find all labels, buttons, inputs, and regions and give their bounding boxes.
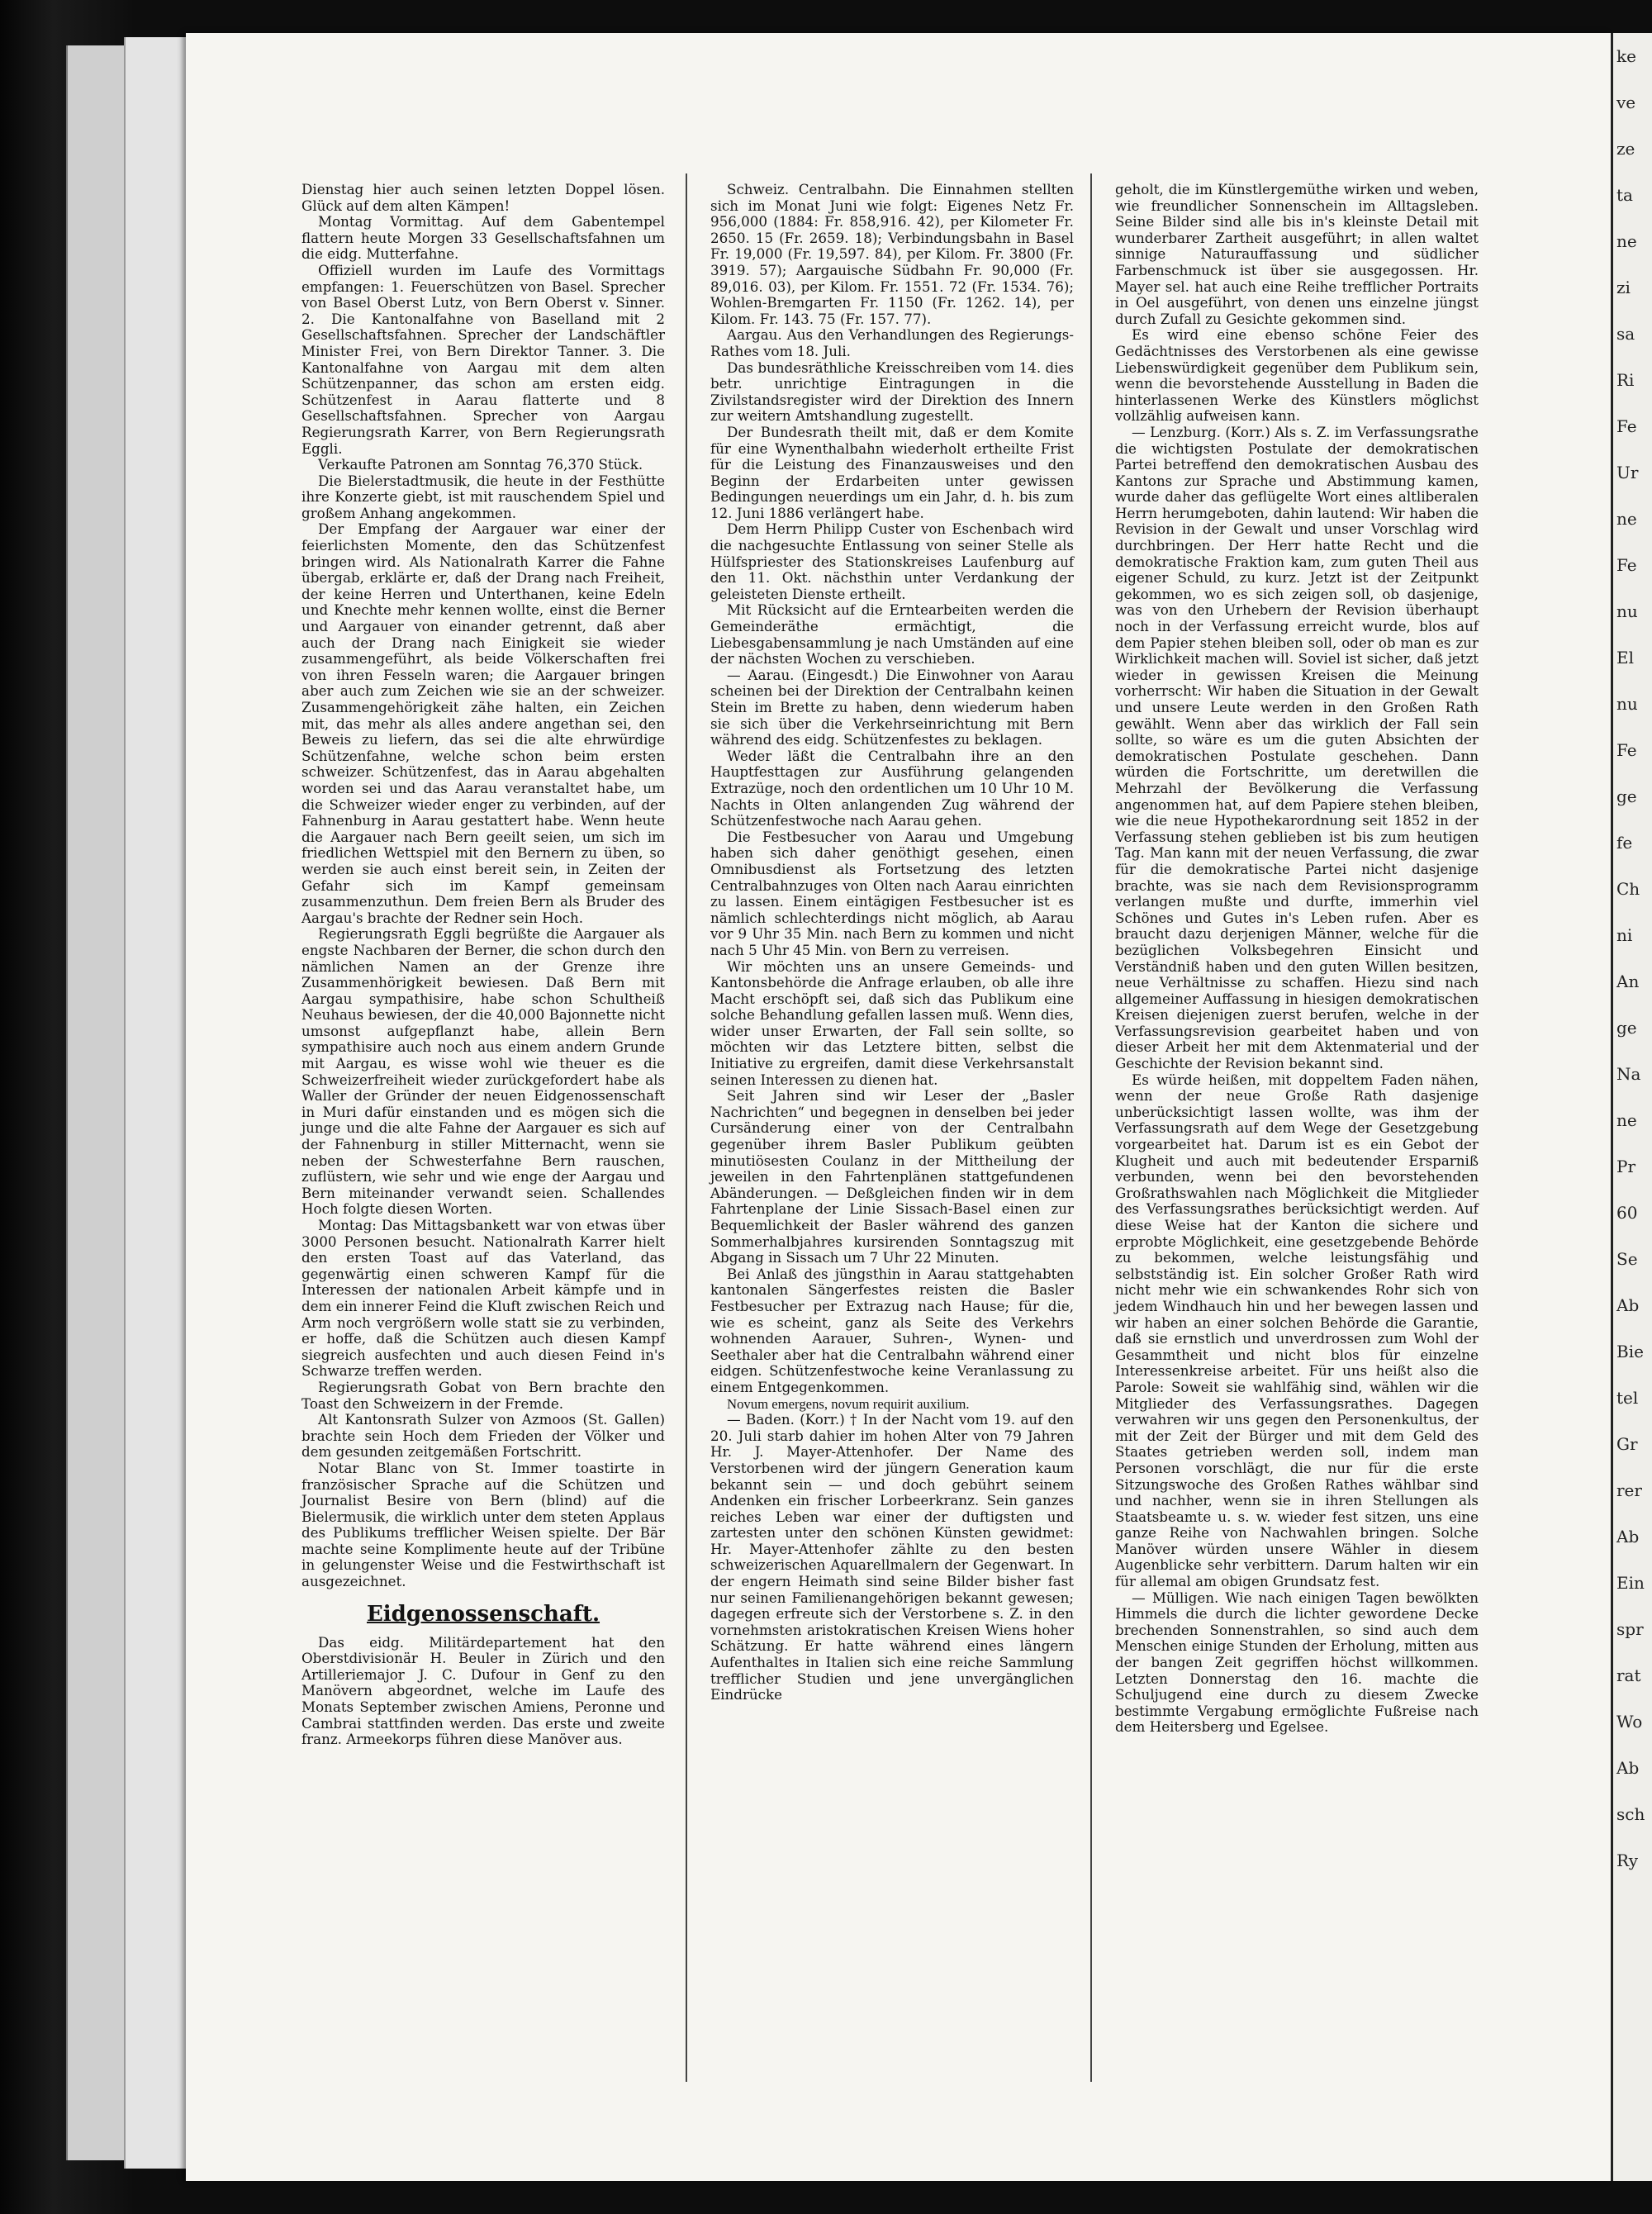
article-paragraph: — Lenzburg. (Korr.) Als s. Z. im Verfassungsrathe die wichtigsten Postulate der demokratischen Partei betreffend den demokratischen Ausbau des Kantons zur Sprache und Abstimmung kamen, wurde daher das geflügelte Wort eines altliberalen Herrn herumgeboten, dahin lautend: Wir haben die Revision in der Gewalt und unser Vorschlag wird durchbringen. Der Herr hatte Recht und die demokratische Fraktion kam, zum guten Theil aus eigener Schuld, zu kurz. Jetzt ist der Zeitpunkt gekommen, wo es sich zeigen soll, ob dasjenige, was von den Urhebern der Revision überhaupt noch in der Verfassung erreicht wurde, blos auf dem Papier stehen bleiben soll, oder ob man es zur Wirklichkeit machen will. Soviel ist sicher, daß jetzt wieder in gewissen Kreisen die Meinung vorherrscht: Wir haben die Situation in der Gewalt und unsere Leute werden in den Großen Rath gewählt. Wenn aber das wirklich der Fall sein sollte, so wäre es um die guten Absichten der demokratischen Postulate geschehen. Dann würden die Fortschritte, um deretwillen die Mehrzahl der Bevölkerung die Verfassung angenommen hat, auf dem Papiere stehen bleiben, wie die neue Hypothekarordnung seit 1852 in der Verfassung stehen geblieben ist bis zum heutigen Tag. Man kann mit der neuen Verfassung, die zwar für die demokratische Partei nicht dasjenige brachte, was sie nach dem Revisionsprogramm verlangen mußte und durfte, immerhin viel Schönes und Gutes in's Leben rufen. Aber es braucht dazu derjenigen Männer, welche für die bezüglichen Volksbegehren Einsicht und Verständniß haben und den guten Willen besitzen, neue Verhältnisse zu schaffen. Hiezu sind nach allgemeiner Auffassung in hiesigen demokratischen Kreisen diejenigen zuerst berufen, welche in der Verfassungsrevision gearbeitet haben und von dieser Arbeit her mit dem Aktenmaterial und der Geschichte der Revision bekannt sind. (1115, 423, 1479, 1072)
article-paragraph: Die Bielerstadtmusik, die heute in der Festhütte ihre Konzerte giebt, ist mit rauschendem Spiel und großem Anhang angekommen. (301, 472, 665, 521)
margin-fragment: Ch (1616, 879, 1640, 899)
column-rule (686, 173, 687, 2082)
column-1 (301, 182, 665, 1748)
margin-fragment: rer (1616, 1480, 1642, 1500)
margin-fragment: sch (1616, 1804, 1645, 1824)
margin-fragment: Ri (1616, 370, 1635, 390)
column-3 (1115, 182, 1479, 1736)
article-paragraph: Der Bundesrath theilt mit, daß er dem Komite für eine Wynenthalbahn wiederholt ertheilte Frist für die Leistung des Finanzausweises und den Beginn der Erdarbeiten unter gewissen Bedingungen neuerdings um ein Jahr, d. h. bis zum 12. Juni 1886 verlängert habe. (710, 423, 1074, 521)
margin-fragment: Wo (1616, 1712, 1643, 1732)
margin-fragment: An (1616, 972, 1640, 991)
margin-fragment: Fe (1616, 740, 1637, 760)
article-paragraph: — Mülligen. Wie nach einigen Tagen bewölkten Himmels die durch die lichter gewordene Decke brechenden Sonnenstrahlen, so sind auch dem Menschen einige Stunden der Erholung, mitten aus der bangen Zeit gegriffen höchst willkommen. Letzten Donnerstag den 16. machte die Schuljugend eine durch zu diesem Zwecke bestimmte Vergabung ermöglichte Fußreise nach dem Heitersberg und Egelsee. (1115, 1589, 1479, 1736)
article-paragraph: Seit Jahren sind wir Leser der „Basler Nachrichten“ und begegnen in denselben bei jeder Cursänderung einer von der Centralbahn gegenüber ihrem Basler Publikum geübten minutiösesten Coulanz in der Mittheilung der jeweilen in den Fahrtenplänen stattgefundenen Abänderungen. — Deßgleichen finden wir in dem Fahrtenplane der Linie Sissach-Basel einen zur Bequemlichkeit der Basler während des ganzen Sommerhalbjahres kursirenden Sonntagszug mit Abgang in Sissach um 7 Uhr 22 Minuten. (710, 1087, 1074, 1266)
margin-fragment: Ab (1616, 1527, 1640, 1546)
article-paragraph: Das bundesräthliche Kreisschreiben vom 14. dies betr. unrichtige Eintragungen in die Zivilstandsregister wird der Direktion des Innern zur weitern Amtshandlung zugestellt. (710, 359, 1074, 425)
article-paragraph: Regierungsrath Eggli begrüßte die Aargauer als engste Nachbaren der Berner, die schon durch den nämlichen Namen an der Grenze ihre Zusammenhörigkeit bewiesen. Daß Bern mit Aargau sympathisire, habe schon Schultheiß Neuhaus bewiesen, der die 40,000 Bajonnette nicht umsonst aufgepflanzt habe, allein Bern sympathisire auch noch aus einem andern Grunde mit Aargau, es wisse wohl wie theuer es die Schweizerfreiheit wieder zurückgefordert habe als Waller der Gründer der neuen Eidgenossenschaft in Muri dafür einstanden und es mögen sich die junge und die alte Fahne der Aargauer es sich auf der Fahnenburg in stiller Mitternacht, wenn sie neben der Schwesterfahne Bern rauschen, zuflüstern, wie sehr und wie enge der Aargau und Bern miteinander verwandt seien. Schallendes Hoch folgte diesen Worten. (301, 925, 665, 1218)
article-paragraph: Die Festbesucher von Aarau und Umgebung haben sich daher genöthigt gesehen, einen Omnibusdienst als Fortsetzung des letzten Centralbahnzuges von Olten nach Aarau einrichten zu lassen. Einem eintägigen Festbesucher ist es nämlich schlechterdings nicht möglich, ab Aarau vor 9 Uhr 35 Min. nach Bern zu kommen und nicht nach 5 Uhr 45 Min. von Bern zu verreisen. (710, 828, 1074, 958)
margin-fragment: Gr (1616, 1434, 1638, 1454)
margin-fragment: ne (1616, 509, 1637, 529)
margin-fragment: tel (1616, 1388, 1639, 1408)
article-paragraph: geholt, die im Künstlergemüthe wirken und weben, wie freundlicher Sonnenschein im Alltagsleben. Seine Bilder sind alle bis in's kleinste Detail mit wunderbarer Zartheit ausgeführt; in allen waltet sinnige Naturauffassung und südlicher Farbenschmuck ist über sie ausgegossen. Hr. Mayer sel. hat auch eine Reihe trefflicher Portraits in Oel ausgeführt, von denen uns einzelne jüngst durch Zufall zu Gesichte gekommen sind. (1115, 181, 1479, 327)
article-paragraph: Notar Blanc von St. Immer toastirte in französischer Sprache auf die Schützen und Journalist Besire von Bern (blind) auf die Bielermusik, die wirklich unter dem steten Applaus des Publikums trefflicher Weisen spielte. Der Bär machte seine Komplimente heute auf der Tribüne in gelungenster Weise und die Festwirthschaft ist ausgezeichnet. (301, 1459, 665, 1590)
article-paragraph: Regierungsrath Gobat von Bern brachte den Toast den Schweizern in der Fremde. (301, 1378, 665, 1412)
newspaper-page (186, 33, 1611, 2181)
article-paragraph: Montag: Das Mittagsbankett war von etwas über 3000 Personen besucht. Nationalrath Karrer hielt den ersten Toast auf das Vaterland, das gegenwärtig einen schweren Kampf für die Interessen der nationalen Arbeit kämpfe und in dem ein innerer Feind die Kluft zwischen Reich und Arm noch vergrößern wolle statt sie zu verbinden, er hoffe, daß die Schützen auch diesen Kampf siegreich ausfechten und auch diesen Feind in's Schwarze treffen werden. (301, 1217, 665, 1380)
margin-fragment: ze (1616, 139, 1635, 159)
article-paragraph: Es würde heißen, mit doppeltem Faden nähen, wenn der neue Große Rath dasjenige unberücksichtigt lassen wollte, was ihm der Verfassungsrath auf dem Wege der Gesetzgebung vorgearbeitet hat. Darum ist es ein Gebot der Klugheit und auch mit bedeutender Ersparniß verbunden, wenn bei den bevorstehenden Großrathswahlen nach Möglichkeit die Mitglieder des Verfassungsrathes berücksichtigt werden. Auf diese Weise hat der Kanton die sichere und erprobte Möglichkeit, eine gesetzgebende Behörde zu bekommen, welche leistungsfähig und selbstständig ist. Ein solcher Großer Rath wird nicht mehr wie ein schwankendes Rohr sich von jedem Windhauch hin und her bewegen lassen und wir haben an einer solchen Behörde die Garantie, daß sie ernstlich und unverdrossen zum Wohl der Gesammtheit und nicht blos für einzelne Interessenkreise arbeitet. Für uns heißt also die Parole: Soweit sie wahlfähig sind, wählen wir die Mitglieder des Verfassungsrathes. Dagegen verwahren wir uns gegen den Personenkultus, der mit der Zeit der Bürger und mit dem Geld des Staates getrieben werden soll, indem man Personen vorschlägt, die nur für die erste Sitzungswoche des Großen Rathes wählbar sind und nachher, wenn sie in ihren Stellungen als Staatsbeamte u. s. w. wieder fest sitzen, uns eine ganze Reihe von Nachwahlen bringen. Solche Manöver würden unsere Wähler in diesem Augenblicke sehr verbittern. Darum halten wir ein für allemal am obigen Grundsatz fest. (1115, 1071, 1479, 1590)
margin-fragment: ni (1616, 925, 1633, 945)
margin-fragment: Na (1616, 1064, 1641, 1084)
margin-fragment: ge (1616, 1018, 1637, 1038)
margin-fragment: ve (1616, 93, 1636, 112)
article-paragraph: Offiziell wurden im Laufe des Vormittags empfangen: 1. Feuerschützen von Basel. Sprecher von Basel Oberst Lutz, von Bern Oberst v. Sinner. 2. Die Kantonalfahne von Baselland mit 2 Gesellschaftsfahnen. Sprecher der Landschäftler Minister Frei, von Bern Direktor Tanner. 3. Die Kantonalfahne von Aargau mit dem alten Schützenpanner, das schon am ersten eidg. Schützenfest in Aarau flatterte und 8 Gesellschaftsfahnen. Sprecher von Aargau Regierungsrath Karrer, von Bern Regierungsrath Eggli. (301, 261, 665, 457)
margin-fragment: 60 (1616, 1203, 1638, 1223)
margin-fragment: Pr (1616, 1157, 1636, 1176)
article-paragraph: Schweiz. Centralbahn. Die Einnahmen stellten sich im Monat Juni wie folgt: Eigenes Netz Fr. 956,000 (1884: Fr. 858,916. 42), per Kilometer Fr. 2650. 15 (Fr. 2659. 18); Verbindungsbahn in Basel Fr. 19,000 (Fr. 19,597. 84), per Kilom. Fr. 3800 (Fr. 3919. 57); Aargauische Südbahn Fr. 90,000 (Fr. 89,016. 03), per Kilom. Fr. 1551. 72 (Fr. 1534. 76); Wohlen-Bremgarten Fr. 1150 (Fr. 1262. 14), per Kilom. Fr. 143. 75 (Fr. 157. 77). (710, 181, 1074, 327)
article-paragraph: Bei Anlaß des jüngsthin in Aarau stattgehabten kantonalen Sängerfestes reisten die Basler Festbesucher per Extrazug nach Hause; für die, wie es scheint, ganz als Seite des Verkehrs wohnenden Aarauer, Suhren-, Wynen- und Seethaler aber hat die Centralbahn während einer eidgen. Schützenfestwoche keine Veranlassung zu einem Entgegenkommen. (710, 1265, 1074, 1395)
margin-fragment: nu (1616, 694, 1638, 714)
article-paragraph: Es wird eine ebenso schöne Feier des Gedächtnisses des Verstorbenen als eine gewisse Liebenswürdigkeit gegenüber dem Publikum sein, wenn die bevorstehende Ausstellung in Baden die hinterlassenen Werke des Künstlers möglichst vollzählig aufweisen kann. (1115, 326, 1479, 425)
margin-fragment: ta (1616, 185, 1633, 205)
margin-fragment: Ab (1616, 1295, 1640, 1315)
margin-fragment: rat (1616, 1665, 1641, 1685)
margin-fragment: ne (1616, 231, 1637, 251)
article-paragraph: Verkaufte Patronen am Sonntag 76,370 Stück. (318, 456, 643, 473)
margin-fragment: zi (1616, 278, 1631, 297)
margin-fragment: Ein (1616, 1573, 1645, 1593)
article-paragraph: — Baden. (Korr.) † In der Nacht vom 19. auf den 20. Juli starb dahier im hohen Alter von 79 Jahren Hr. J. Mayer-Attenhofer. Der Name des Verstorbenen wird der jüngern Generation kaum bekannt sein — und doch gebührt seinem Andenken ein frischer Lorbeerkranz. Sein ganzes reiches Leben war einer der duftigsten und zartesten unter den schönen Künsten gewidmet: Hr. Mayer-Attenhofer zählte zu den besten schweizerischen Aquarellmalern der Gegenwart. In der engern Heimath sind seine Bilder bisher fast nur seinen Familienangehörigen bekannt gewesen; dagegen erfreute sich der Verstorbene s. Z. in den vornehmsten aristokratischen Kreisen Wiens hoher Schätzung. Er hatte während eines längern Aufenthaltes in Italien sich eine reiche Sammlung trefflicher Studien und jene unvergänglichen Eindrücke (710, 1411, 1074, 1703)
article-paragraph: — Aarau. (Eingesdt.) Die Einwohner von Aarau scheinen bei der Direktion der Centralbahn keinen Stein im Brette zu haben, denn wiederum haben sie sich über die Verkehrseinrichtung mit Bern während des eidg. Schützenfestes zu beklagen. (710, 666, 1074, 748)
article-paragraph: Dem Herrn Philipp Custer von Eschenbach wird die nachgesuchte Entlassung von seiner Stelle als Hülfspriester des Stationskreises Laufenburg auf den 11. Okt. nächsthin unter Verdankung der geleisteten Dienste ertheilt. (710, 520, 1074, 602)
margin-fragment: ke (1616, 46, 1636, 66)
margin-fragment: Se (1616, 1249, 1638, 1269)
margin-fragment: Ur (1616, 463, 1639, 482)
margin-fragment: Fe (1616, 416, 1637, 436)
article-paragraph: Dienstag hier auch seinen letzten Doppel lösen. Glück auf dem alten Kämpen! (301, 181, 665, 214)
margin-fragment: spr (1616, 1619, 1644, 1639)
margin-fragment: sa (1616, 324, 1635, 344)
article-paragraph: Aargau. Aus den Verhandlungen des Regierungs-Rathes vom 18. Juli. (710, 326, 1074, 359)
section-heading: Eidgenossenschaft. (366, 1601, 601, 1627)
column-2 (710, 182, 1074, 1703)
article-paragraph: Montag Vormittag. Auf dem Gabentempel flattern heute Morgen 33 Gesellschaftsfahnen um die eidg. Mutterfahne. (301, 213, 665, 263)
column-rule (1090, 173, 1092, 2082)
article-paragraph: Novum emergens, novum requirit auxilium. (727, 1395, 970, 1412)
article-paragraph: Der Empfang der Aargauer war einer der feierlichsten Momente, den das Schützenfest bringen wird. Als Nationalrath Karrer die Fahne übergab, erklärte er, daß der Drang nach Freiheit, der keine Herren und Unterthanen, keine Edeln und Knechte mehr kennen wollte, einst die Berner und Aargauer von einander getrennt, daß aber auch der Drang nach Einigkeit sie wieder zusammengeführt, als beide Völkerschaften frei von ihren Fesseln waren; die Aargauer bringen aber auch zum Zeichen wie sie an der schweizer. Zusammengehörigkeit zähe halten, ein Zeichen mit, das mehr als alles andere angethan sei, den Beweis zu liefern, das sei die alte ehrwürdige Schützenfahne, welche schon beim ersten schweizer. Schützenfest, das in Aarau abgehalten worden sei und das Aarau veranstaltet habe, um die Schweizer wieder enger zu verbinden, auf der Fahnenburg in Aarau gestattert habe. Wenn heute die Aargauer nach Bern geeilt seien, um sich im friedlichen Wettspiel mit den Bernern zu üben, so werden sie auch einst bereit sein, in Zeiten der Gefahr sich im Kampf gemeinsam zusammenzuthun. Dem freien Bern als Bruder des Aargau's brachte der Redner sein Hoch. (301, 520, 665, 926)
margin-fragment: El (1616, 648, 1634, 668)
margin-fragment: ne (1616, 1110, 1637, 1130)
adjacent-page-fragment (1611, 33, 1652, 2181)
margin-fragment: Fe (1616, 555, 1637, 575)
article-paragraph: Mit Rücksicht auf die Erntearbeiten werden die Gemeinderäthe ermächtigt, die Liebesgabensammlung je nach Umständen auf eine der nächsten Wochen zu verschieben. (710, 601, 1074, 668)
margin-fragment: nu (1616, 601, 1638, 621)
article-paragraph: Alt Kantonsrath Sulzer von Azmoos (St. Gallen) brachte sein Hoch dem Frieden der Völker und dem gesunden zeitgemäßen Fortschritt. (301, 1411, 665, 1461)
margin-fragment: Bie (1616, 1342, 1644, 1361)
article-paragraph: Das eidg. Militärdepartement hat den Oberstdivisionär H. Beuler in Zürich und den Artilleriemajor J. C. Dufour in Genf zu den Manövern abgeordnet, welche im Laufe des Monats September zwischen Amiens, Peronne und Cambrai stattfinden werden. Das erste und zweite franz. Armeekorps führen diese Manöver aus. (301, 1633, 665, 1748)
margin-fragment: Ab (1616, 1758, 1640, 1778)
article-paragraph: Wir möchten uns an unsere Gemeinds- und Kantonsbehörde die Anfrage erlauben, ob alle ihre Macht erschöpft sei, daß sich das Publikum eine solche Behandlung gefallen lassen muß. Wenn dies, wider unser Erwarten, der Fall sein sollte, so möchten wir das Letztere bitten, selbst die Initiative zu ergreifen, damit diese Verkehrsanstalt seinen Interessen zu dienen hat. (710, 957, 1074, 1088)
article-paragraph: Weder läßt die Centralbahn ihre an den Hauptfesttagen zur Ausführung gelangenden Extrazüge, noch den ordentlichen um 10 Uhr 10 M. Nachts in Olten anlangenden Zug während der Schützenfestwoche nach Aarau gehen. (710, 747, 1074, 829)
margin-fragment: fe (1616, 833, 1633, 853)
margin-fragment: ge (1616, 786, 1637, 806)
margin-fragment: Ry (1616, 1851, 1639, 1870)
